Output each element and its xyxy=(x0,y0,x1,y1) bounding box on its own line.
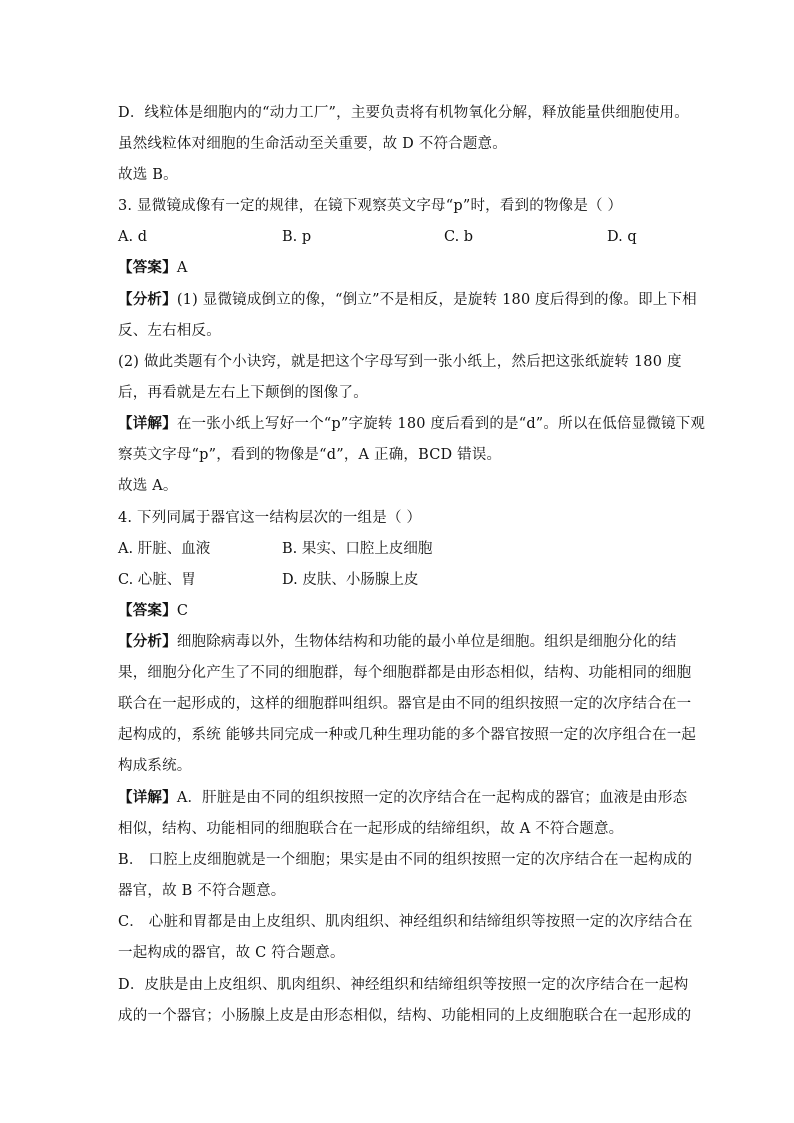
q3-answer xyxy=(118,258,187,278)
q4-detail-c-line1: C． 心脏和胃都是由上皮组织、肌肉组织、神经组织和结缔组织等按照一定的次序结合在 xyxy=(118,914,693,930)
q4-detail-b-line1: B． 口腔上皮细胞就是一个细胞；果实是由不同的组织按照一定的次序结合在一起构成的 xyxy=(118,852,693,868)
q4-answer xyxy=(118,601,188,621)
q4-analysis-line1 xyxy=(118,632,677,652)
q2-choose: 故选 B。 xyxy=(118,167,178,183)
detail-tag: 【详解】 xyxy=(118,789,177,806)
q3-analysis-line3: (2) 做此类题有个小诀窍，就是把这个字母写到一张小纸上，然后把这张纸旋转 180 度 xyxy=(118,354,682,370)
answer-tag: 【答案】 xyxy=(118,259,177,276)
q4-analysis-line2: 果，细胞分化产生了不同的细胞群，每个细胞群都是由形态相似，结构、功能相同的细胞 xyxy=(118,665,692,681)
analysis-text: (1) 显微镜成倒立的像，“倒立”不是相反，是旋转 180 度后得到的像。即上下相 xyxy=(176,292,697,308)
detail-text: 在一张小纸上写好一个“p”字旋转 180 度后看到的是“d”。所以在低倍显微镜下观 xyxy=(176,416,706,432)
q4-option-a: A. 肝脏、血液 xyxy=(118,541,211,557)
q4-analysis-line5: 构成系统。 xyxy=(118,758,192,774)
q4-detail-b-line2: 器官，故 B 不符合题意。 xyxy=(118,883,286,899)
q4-detail-c-line2: 一起构成的器官，故 C 符合题意。 xyxy=(118,945,345,961)
detail-text: A．肝脏是由不同的组织按照一定的次序结合在一起构成的器官；血液是由形态 xyxy=(176,790,688,806)
analysis-tag: 【分析】 xyxy=(118,291,177,308)
answer-value: A xyxy=(176,260,188,276)
q4-option-b: B. 果实、口腔上皮细胞 xyxy=(282,541,433,557)
analysis-tag: 【分析】 xyxy=(118,633,177,650)
q3-analysis-line2: 反、左右相反。 xyxy=(118,323,221,339)
q4-detail-a-line2: 相似，结构、功能相同的细胞联合在一起形成的结缔组织，故 A 不符合题意。 xyxy=(118,821,624,837)
answer-value: C xyxy=(176,603,189,619)
q3-option-a: A. d xyxy=(118,229,147,245)
q4-detail-a-line1 xyxy=(118,788,687,808)
detail-tag: 【详解】 xyxy=(118,415,177,432)
q4-analysis-line4: 起构成的，系统 能够共同完成一种或几种生理功能的多个器官按照一定的次序组合在一起 xyxy=(118,727,697,743)
q4-option-d: D. 皮肤、小肠腺上皮 xyxy=(282,572,419,588)
q3-detail-line2: 察英文字母“p”，看到的物像是“d”，A 正确，BCD 错误。 xyxy=(118,447,502,463)
q3-option-d: D. q xyxy=(607,229,637,245)
q3-choose: 故选 A。 xyxy=(118,478,178,494)
q4-stem: 4. 下列同属于器官这一结构层次的一组是（ ） xyxy=(118,510,422,526)
answer-tag: 【答案】 xyxy=(118,602,177,619)
q4-option-c: C. 心脏、胃 xyxy=(118,572,196,588)
q2-option-d-line1: D．线粒体是细胞内的“动力工厂”，主要负责将有机物氧化分解，释放能量供细胞使用。 xyxy=(118,105,689,121)
q4-analysis-line3: 联合在一起形成的，这样的细胞群叫组织。器官是由不同的组织按照一定的次序结合在一 xyxy=(118,696,692,712)
q3-analysis-line1 xyxy=(118,290,697,310)
q4-detail-d-line1: D．皮肤是由上皮组织、肌肉组织、神经组织和结缔组织等按照一定的次序结合在一起构 xyxy=(118,977,689,993)
q4-detail-d-line2: 成的一个器官；小肠腺上皮是由形态相似，结构、功能相同的上皮细胞联合在一起形成的 xyxy=(118,1008,692,1024)
q3-stem: 3. 显微镜成像有一定的规律，在镜下观察英文字母“p”时，看到的物像是（ ） xyxy=(118,198,623,214)
q3-option-c: C. b xyxy=(444,229,474,245)
q3-option-b: B. p xyxy=(282,229,312,245)
q3-analysis-line4: 后，再看就是左右上下颠倒的图像了。 xyxy=(118,385,368,401)
analysis-text: 细胞除病毒以外，生物体结构和功能的最小单位是细胞。组织是细胞分化的结 xyxy=(176,634,677,650)
q2-option-d-line2: 虽然线粒体对细胞的生命活动至关重要，故 D 不符合题意。 xyxy=(118,136,507,152)
q3-detail-line1 xyxy=(118,414,705,434)
